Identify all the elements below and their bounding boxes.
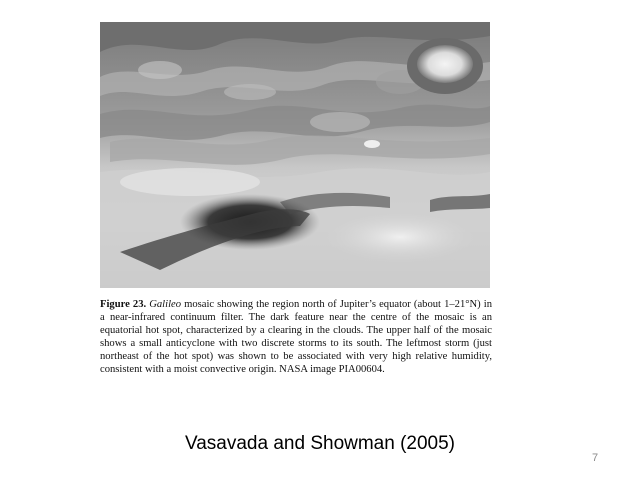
figure-caption — [100, 298, 492, 377]
caption-figure-label: Figure 23. — [100, 299, 147, 310]
jupiter-mosaic-graphic — [100, 22, 490, 288]
caption-italic-galileo: Galileo — [149, 299, 182, 310]
jupiter-mosaic-image — [100, 22, 490, 288]
slide-number: 7 — [592, 452, 599, 464]
caption-body-text: mosaic showing the region north of Jupiter’s equator (about 1–21°N) in a near-infrared continuum filter. The dark feature near the centre of the mosaic is an equatorial hot spot, characterized by a clearing in the clouds. The upper half of the mosaic shows a small anticyclone with two discrete storms to its south. The leftmost storm (just northeast of the hot spot) was shown to be associated with very high relative humidity, consistent with a moist convective origin. NASA image PIA00604. — [100, 299, 492, 376]
citation-credit: Vasavada and Showman (2005) — [184, 433, 456, 454]
